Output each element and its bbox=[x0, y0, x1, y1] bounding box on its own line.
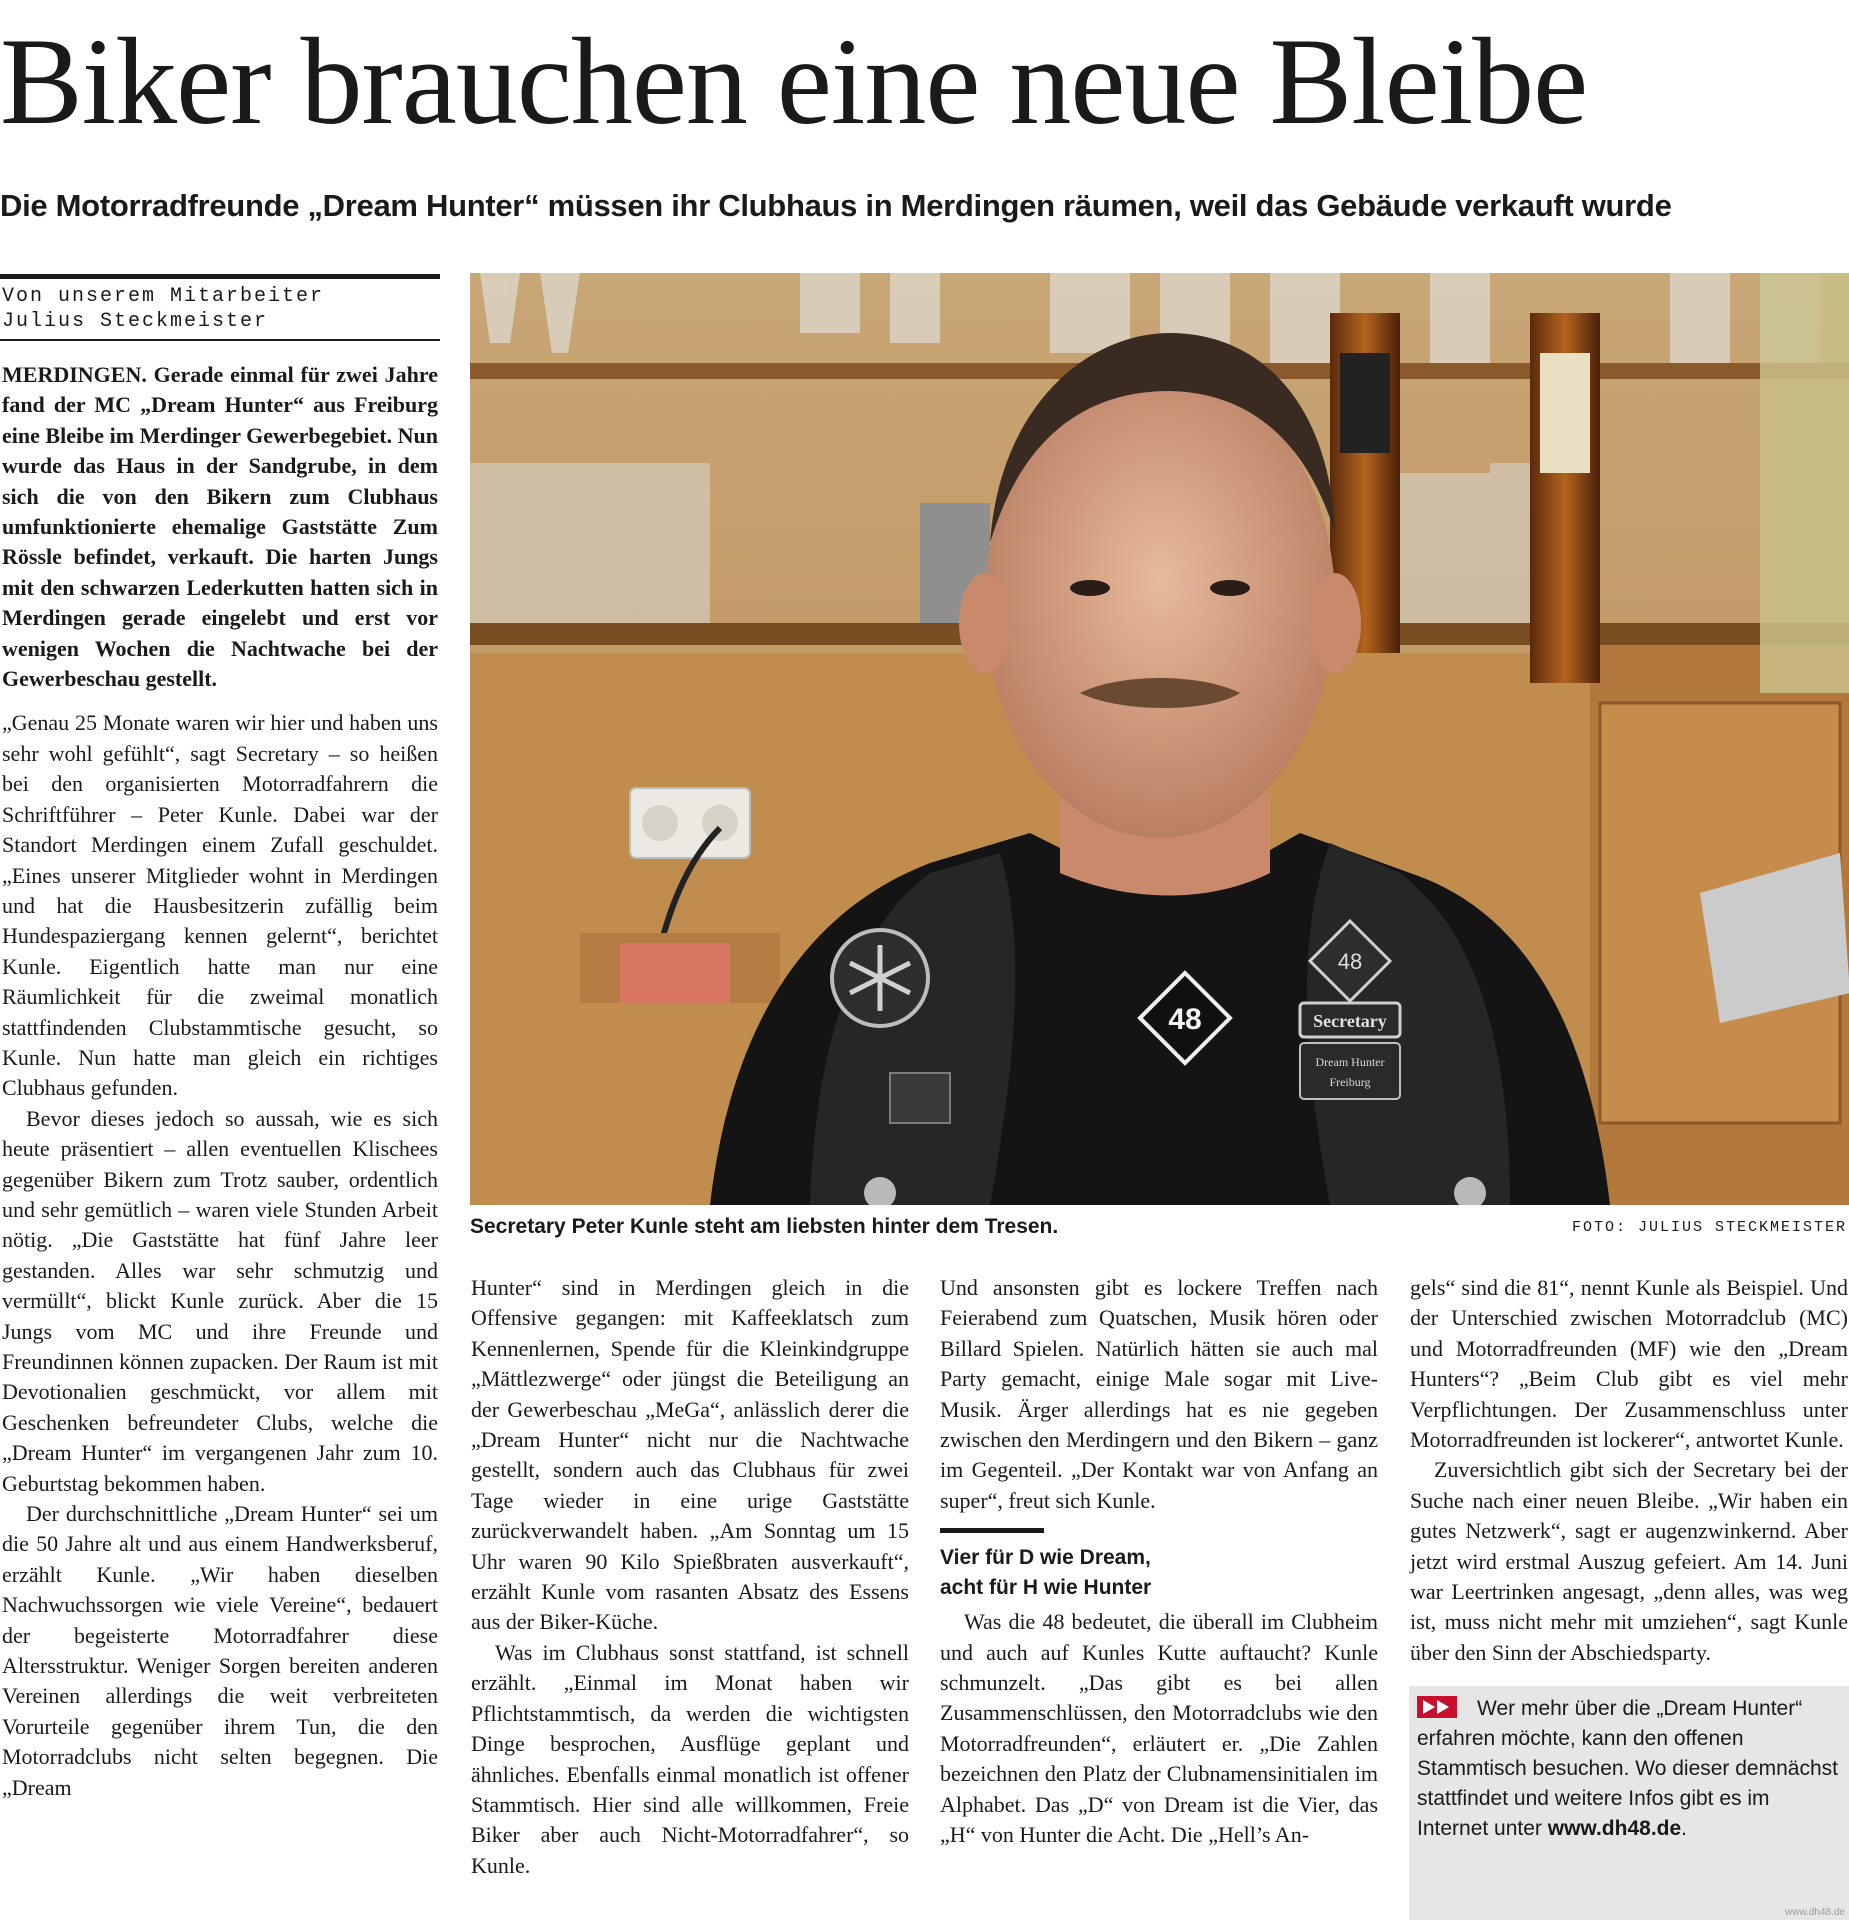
fast-forward-icon bbox=[1417, 1696, 1457, 1718]
photo-caption: Secretary Peter Kunle steht am liebsten hinter dem Tresen. bbox=[470, 1215, 1059, 1238]
paragraph-2: Bevor dieses jedoch so aussah, wie es sich heute präsentiert – allen eventuellen Klischees gegenüber Bikern zum Trotz sauber, ordentlich und sehr gemütlich – waren viele Stunden Arbeit nötig. „Die Gaststätte hat fünf Jahre leer gestanden. Alles war sehr schmutzig und vermüllt“, blickt Kunle zurück. Aber die 15 Jungs vom MC und ihre Freunde und Freundinnen können zupacken. Der Raum ist mit Devotionalien geschmückt, vor allem mit Geschenken befreundeter Clubs, welche die „Dream Hunter“ im vergangenen Jahr zum 10. Geburtstag bekommen haben. bbox=[2, 1105, 438, 1496]
svg-text:48: 48 bbox=[1168, 1003, 1202, 1036]
info-box bbox=[1409, 1686, 1849, 1920]
paragraph-6: Und ansonsten gibt es lockere Treffen nach Feierabend zum Quatschen, Musik hören oder Billard Spielen. Natürlich hätten sie auch mal Party gemacht, einige Male sogar mit Live-Musik. Ärger allerdings hat es nie gegeben zwischen den Merdingern und den Bikern – ganz im Gegenteil. „Der Kontakt war von Anfang an super“, freut sich Kunle. bbox=[940, 1275, 1378, 1513]
svg-text:Secretary: Secretary bbox=[1313, 1011, 1387, 1031]
subtitle-line2: acht für H wie Hunter bbox=[940, 1576, 1152, 1600]
svg-text:Freiburg: Freiburg bbox=[1329, 1075, 1371, 1089]
column-2 bbox=[471, 1273, 909, 1881]
paragraph-7: Was die 48 bedeutet, die überall im Clubheim und auch auf Kunles Kutte auftaucht? Kunle schmunzelt. „Das gibt es bei allen Zusammenschlüssen, den Motorradclubs wie den Motorradfreunden“, erläutert er. „Die Zahlen bezeichnen den Platz der Clubnamensinitialen im Alphabet. Das „D“ von Dream ist die Vier, das „H“ von Hunter die Acht. Die „Hell’s An- bbox=[940, 1609, 1378, 1848]
byline-line2: Julius Steckmeister bbox=[2, 310, 269, 333]
article-photo bbox=[470, 273, 1849, 1205]
paragraph-4: Hunter“ sind in Merdingen gleich in die Offensive gegangen: mit Kaffeeklatsch zum Kennenlernen, Spende für die Kleinkindgruppe „Mättlezwerge“ oder jüngst die Beteiligung an der Gewerbeschau „MeGa“, anlässlich derer die „Dream Hunter“ nicht nur die Nachtwache gestellt, sondern auch das Clubhaus für zwei Tage wieder in eine urige Gaststätte zurückverwandelt haben. „Am Sonntag um 15 Uhr waren 90 Kilo Spießbraten ausverkauft“, erzählt Kunle vom rasanten Absatz des Essens aus der Biker-Küche. bbox=[471, 1275, 909, 1635]
byline-line1: Von unserem Mitarbeiter bbox=[2, 285, 325, 308]
yamaha-patch bbox=[832, 930, 928, 1026]
svg-text:48: 48 bbox=[1337, 949, 1363, 974]
subtitle-line1: Vier für D wie Dream, bbox=[940, 1546, 1151, 1570]
svg-text:Dream Hunter: Dream Hunter bbox=[1315, 1055, 1385, 1069]
column-3 bbox=[940, 1273, 1378, 1851]
patch-secretary bbox=[1300, 1003, 1400, 1037]
subheadline: Die Motorradfreunde „Dream Hunter“ müssen ihr Clubhaus in Merdingen räumen, weil das Gebäude verkauft wurde bbox=[0, 188, 1672, 223]
subtitle bbox=[940, 1543, 1378, 1603]
byline-rule-bottom bbox=[0, 339, 440, 341]
byline bbox=[2, 284, 438, 334]
byline-rule bbox=[0, 274, 440, 279]
column-1 bbox=[2, 360, 438, 1803]
paragraph-8: gels“ sind die 81“, nennt Kunle als Beispiel. Und der Unterschied zwischen Motorradclub (MC) und Motorradfreunden (MF) wie den „Dream Hunters“? „Beim Club gibt es viel mehr Verpflichtungen. Der Zusammenschluss unter Motorradfreunden ist lockerer“, antwortet Kunle. bbox=[1410, 1275, 1848, 1453]
column-4 bbox=[1410, 1273, 1848, 1668]
headline: Biker brauchen eine neue Bleibe bbox=[0, 13, 1588, 150]
info-box-link[interactable]: www.dh48.de bbox=[1547, 1817, 1682, 1840]
subtitle-rule bbox=[940, 1528, 1044, 1533]
patch-club-name bbox=[1300, 1043, 1400, 1099]
photo-credit: FOTO: JULIUS STECKMEISTER bbox=[1571, 1219, 1847, 1236]
info-box-suffix: . bbox=[1681, 1817, 1688, 1840]
watermark: www.dh48.de bbox=[1784, 1907, 1845, 1918]
info-box-text: Wer mehr über die „Dream Hunter“ erfahren möchte, kann den offenen Stammtisch besuchen. Wo dieser demnächst stattfindet und weitere Infos gibt es im Internet unter bbox=[1417, 1697, 1838, 1840]
paragraph-3: Der durchschnittliche „Dream Hunter“ sei um die 50 Jahre alt und aus einem Handwerksberuf, erzählt Kunle. „Wir haben dieselben Nachwuchssorgen wie viele Vereine“, bedauert der begeisterte Motorradfahrer diese Altersstruktur. Weniger Sorgen bereiten anderen Vereinen allerdings die weit verbreiteten Vorurteile gegenüber ihrem Tun, die den Motorradclubs nicht selten begegnen. Die „Dream bbox=[2, 1501, 438, 1800]
paragraph-9: Zuversichtlich gibt sich der Secretary bei der Suche nach einer neuen Bleibe. „Wir haben ein gutes Netzwerk“, sagt er augenzwinkernd. Aber jetzt wird erstmal Auszug gefeiert. Am 14. Juni war Leertrinken angesagt, „denn alles, was weg ist, muss nicht mehr mit umziehen“, sagt Kunle über den Sinn der Abschiedsparty. bbox=[1410, 1457, 1848, 1665]
paragraph-5: Was im Clubhaus sonst stattfand, ist schnell erzählt. „Einmal im Monat haben wir Pflichtstammtisch, da werden die wichtigsten Dinge besprochen, Ausflüge geplant und ähnliches. Ebenfalls einmal monatlich ist offener Stammtisch. Hier sind alle willkommen, Freie Biker aber auch Nicht-Motorradfahrer“, so Kunle. bbox=[471, 1639, 909, 1878]
lead-paragraph: MERDINGEN. Gerade einmal für zwei Jahre fand der MC „Dream Hunter“ aus Freiburg eine Bleibe im Merdinger Gewerbegebiet. Nun wurde das Haus in der Sandgrube, in dem sich die von den Bikern zum Clubhaus umfunktionierte ehemalige Gaststätte Zum Rössle befindet, verkauft. Die harten Jungs mit den schwarzen Lederkutten hatten sich in Merdingen gerade eingelebt und erst vor wenigen Wochen die Nachtwache bei der Gewerbeschau gestellt. bbox=[2, 362, 438, 692]
paragraph-1: „Genau 25 Monate waren wir hier und haben uns sehr wohl gefühlt“, sagt Secretary – so heißen bei den organisierten Motorradfahrern die Schriftführer – Peter Kunle. Dabei war der Standort Merdingen einem Zufall geschuldet. „Eines unserer Mitglieder wohnt in Merdingen und hat die Hausbesitzerin zufällig beim Hundespaziergang kennen gelernt“, berichtet Kunle. Eigentlich hatte man nur eine Räumlichkeit für die zweimal monatlich stattfindenden Clubstammtische gesucht, so Kunle. Nun hatte man gleich ein richtiges Clubhaus gefunden. bbox=[2, 710, 438, 1101]
